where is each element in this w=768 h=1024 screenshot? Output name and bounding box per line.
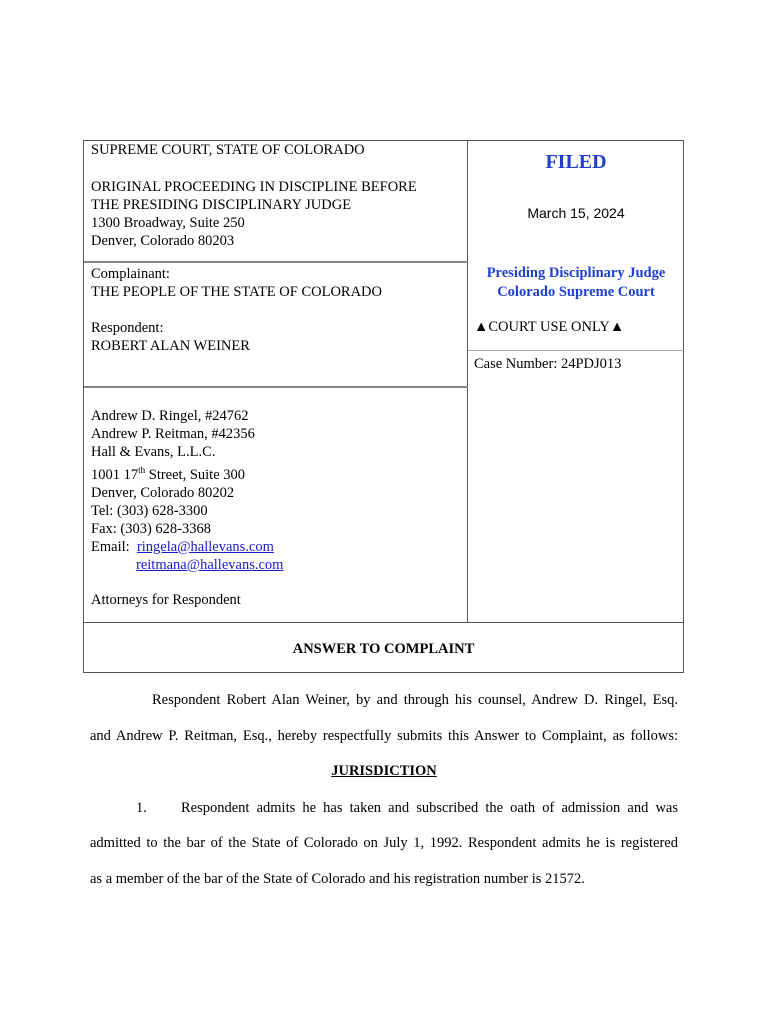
email-line-1 — [91, 538, 283, 556]
intro-line-1: Respondent Robert Alan Weiner, by and through his counsel, Andrew D. Ringel, Esq. — [152, 692, 678, 708]
respondent-name: ROBERT ALAN WEINER — [91, 338, 250, 354]
court-use-only: ▲COURT USE ONLY▲ — [474, 319, 625, 335]
paragraph-1-number: 1. — [136, 800, 147, 816]
firm-fax: Fax: (303) 628-3368 — [91, 520, 212, 537]
email-link-ringel[interactable]: ringela@hallevans.com — [136, 538, 274, 555]
filed-stamp: FILED — [545, 151, 607, 173]
caption-divider-case-number — [468, 350, 684, 351]
complainant-name: THE PEOPLE OF THE STATE OF COLORADO — [91, 284, 382, 300]
caption-divider-title — [84, 622, 683, 623]
caption-divider-parties — [84, 386, 468, 388]
firm-tel: Tel: (303) 628-3300 — [91, 502, 208, 519]
jurisdiction-heading: JURISDICTION — [331, 763, 437, 779]
attorney-line-2: Andrew P. Reitman, #42356 — [91, 426, 255, 442]
email-link-reitman[interactable]: reitmana@hallevans.com — [136, 556, 284, 573]
firm-name: Hall & Evans, L.L.C. — [91, 444, 216, 460]
intro-line-2: and Andrew P. Reitman, Esq., hereby respectfully submits this Answer to Complaint, as follows: — [90, 728, 678, 744]
firm-street-suffix: th — [138, 465, 146, 475]
firm-city: Denver, Colorado 80202 — [91, 484, 235, 501]
case-caption-box — [83, 140, 684, 673]
proceeding-line-1: ORIGINAL PROCEEDING IN DISCIPLINE BEFORE — [91, 179, 417, 195]
firm-street — [91, 461, 283, 484]
court-address-line-2: Denver, Colorado 80203 — [91, 233, 235, 249]
paragraph-1-line-1: Respondent admits he has taken and subscribed the oath of admission and was — [181, 800, 678, 816]
attorney-role: Attorneys for Respondent — [91, 591, 241, 608]
document-title: ANSWER TO COMPLAINT — [292, 641, 475, 657]
paragraph-1-line-3: as a member of the bar of the State of Colorado and his registration number is 21572. — [90, 871, 585, 887]
attorney-line-1: Andrew D. Ringel, #24762 — [91, 408, 249, 424]
proceeding-block — [91, 178, 417, 250]
case-number: Case Number: 24PDJ013 — [474, 356, 622, 372]
proceeding-line-2: THE PRESIDING DISCIPLINARY JUDGE — [91, 197, 352, 213]
firm-street-number: 1001 17 — [91, 466, 139, 483]
court-name: SUPREME COURT, STATE OF COLORADO — [91, 142, 365, 158]
parties-block — [91, 265, 382, 355]
pdj-line-2: Colorado Supreme Court — [497, 284, 655, 300]
email-line-2 — [91, 556, 283, 574]
respondent-label: Respondent: — [91, 320, 164, 336]
firm-street-rest: Street, Suite 300 — [145, 466, 246, 483]
court-address-line-1: 1300 Broadway, Suite 250 — [91, 215, 245, 231]
caption-divider-court — [84, 261, 468, 263]
email-label: Email: — [91, 538, 137, 555]
paragraph-1-line-2: admitted to the bar of the State of Colorado on July 1, 1992. Respondent admits he is registered — [90, 835, 678, 851]
filed-date: March 15, 2024 — [527, 205, 625, 221]
complainant-label: Complainant: — [91, 266, 170, 282]
pdj-line-1: Presiding Disciplinary Judge — [486, 265, 666, 281]
pdj-stamp — [468, 264, 684, 302]
attorney-block — [91, 407, 283, 609]
